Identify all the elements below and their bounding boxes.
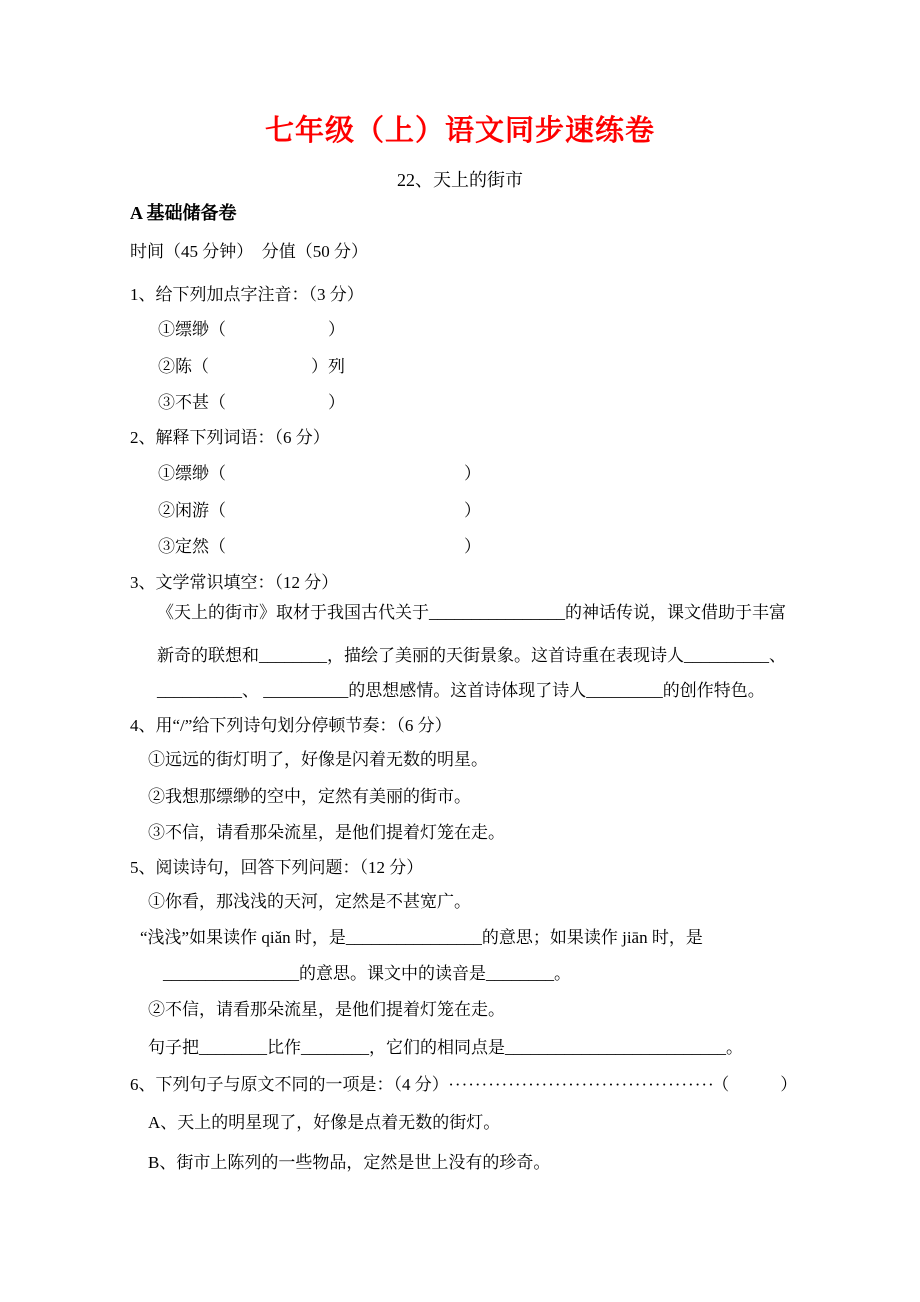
q5-stem: 5、阅读诗句，回答下列问题：（12 分） xyxy=(130,858,424,877)
q5-item-2-fill: 句子把________比作________，它们的相同点是__________________________。 xyxy=(148,1038,743,1057)
q6-option-a: A、天上的明星现了，好像是点着无数的街灯。 xyxy=(148,1113,501,1132)
q1-stem: 1、给下列加点字注音：（3 分） xyxy=(130,285,364,304)
q2-stem: 2、解释下列词语：（6 分） xyxy=(130,428,330,447)
q4-item-1: ①远远的街灯明了，好像是闪着无数的明星。 xyxy=(148,750,488,769)
q1-item-3: ③不甚（ ） xyxy=(158,393,345,412)
q2-item-2: ②闲游（ ） xyxy=(158,501,481,520)
q3-paragraph-line-1: 《天上的街市》取材于我国古代关于________________的神话传说，课文借助于丰富 xyxy=(157,603,786,622)
lesson-subtitle: 22、天上的街市 xyxy=(397,170,523,190)
q6-answer-bracket: （ ） xyxy=(720,1075,798,1094)
time-score-line: 时间（45 分钟） 分值（50 分） xyxy=(130,242,368,261)
q5-item-1-fill-line-1: “浅浅”如果读作 qiǎn 时，是________________的意思；如果读作 jiān 时，是 xyxy=(140,928,703,947)
q5-item-1-fill-line-2: ________________的意思。课文中的读音是________。 xyxy=(163,964,571,983)
q6-option-b: B、街市上陈列的一些物品，定然是世上没有的珍奇。 xyxy=(148,1153,551,1172)
q3-paragraph-line-3: __________、 __________的思想感情。这首诗体现了诗人_________的创作特色。 xyxy=(157,681,765,700)
q4-item-2: ②我想那缥缈的空中，定然有美丽的街市。 xyxy=(148,787,471,806)
section-a-header: A 基础储备卷 xyxy=(130,203,237,223)
q5-item-1: ①你看，那浅浅的天河，定然是不甚宽广。 xyxy=(148,892,471,911)
q5-item-2: ②不信，请看那朵流星，是他们提着灯笼在走。 xyxy=(148,1000,505,1019)
q4-item-3: ③不信，请看那朵流星，是他们提着灯笼在走。 xyxy=(148,823,505,842)
q4-stem: 4、用“/”给下列诗句划分停顿节奏：（6 分） xyxy=(130,716,452,735)
dotted-leader: ········································ xyxy=(448,1075,715,1094)
q3-stem: 3、文学常识填空：（12 分） xyxy=(130,573,339,592)
q2-item-3: ③定然（ ） xyxy=(158,537,481,556)
q3-paragraph-line-2: 新奇的联想和________，描绘了美丽的天街景象。这首诗重在表现诗人__________、 xyxy=(157,646,786,665)
page-title: 七年级（上）语文同步速练卷 xyxy=(264,115,655,147)
q1-item-2: ②陈（ ）列 xyxy=(158,357,345,376)
q6-stem-line xyxy=(130,1074,797,1095)
q6-stem: 6、下列句子与原文不同的一项是：（4 分） xyxy=(130,1075,441,1094)
q2-item-1: ①缥缈（ ） xyxy=(158,464,481,483)
q1-item-1: ①缥缈（ ） xyxy=(158,320,345,339)
